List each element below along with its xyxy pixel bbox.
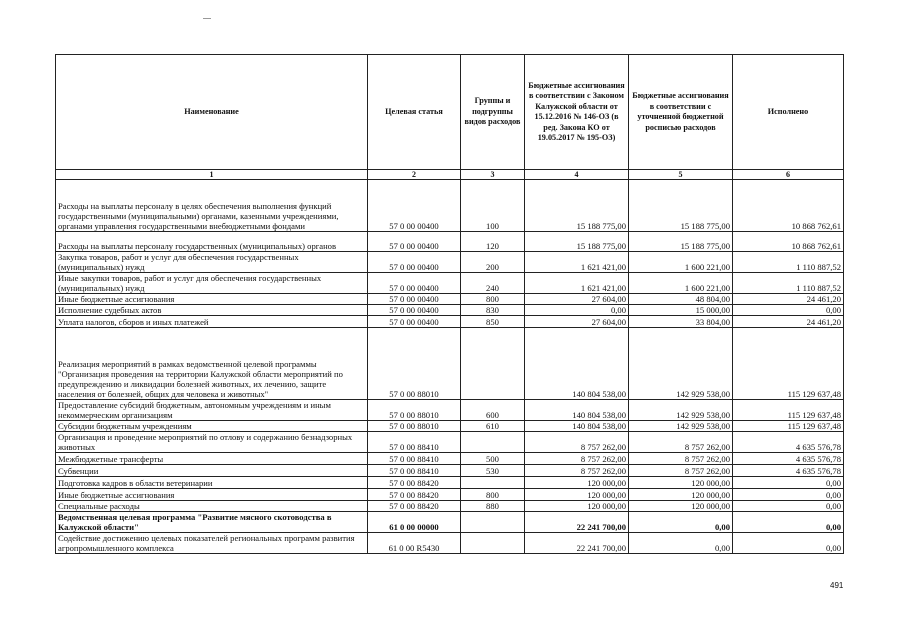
- row-name-cell: Иные бюджетные ассигнования: [56, 294, 368, 305]
- row-refined-amount-cell: 142 929 538,00: [629, 328, 733, 400]
- row-law-amount-cell: 1 621 421,00: [525, 252, 629, 273]
- row-target-article-cell: 57 0 00 00400: [368, 273, 461, 294]
- row-expense-group-cell: 240: [461, 273, 525, 294]
- table-row: [56, 305, 844, 316]
- table-row: [56, 453, 844, 465]
- row-target-article-cell: 57 0 00 00400: [368, 305, 461, 316]
- row-name-cell: Закупка товаров, работ и услуг для обеспечения государственных (муниципальных) нужд: [56, 252, 368, 273]
- row-refined-amount-cell: 142 929 538,00: [629, 400, 733, 421]
- row-executed-amount-cell: 0,00: [733, 305, 844, 316]
- row-expense-group-cell: 600: [461, 400, 525, 421]
- row-target-article-cell: 57 0 00 88010: [368, 400, 461, 421]
- row-executed-amount-cell: 4 635 576,78: [733, 465, 844, 477]
- row-law-amount-cell: 1 621 421,00: [525, 273, 629, 294]
- col-header-executed: Исполнено: [733, 55, 844, 170]
- table-row: [56, 180, 844, 232]
- row-executed-amount-cell: 0,00: [733, 533, 844, 554]
- row-expense-group-cell: [461, 533, 525, 554]
- row-expense-group-cell: 830: [461, 305, 525, 316]
- row-expense-group-cell: [461, 477, 525, 489]
- table-row: [56, 294, 844, 305]
- row-name-cell: Расходы на выплаты персоналу в целях обеспечения выполнения функций государственными (муниципальными) органами, казенными учреждениями, органами управления государственными внебюджетными фондами: [56, 180, 368, 232]
- row-target-article-cell: 57 0 00 00400: [368, 252, 461, 273]
- row-executed-amount-cell: 0,00: [733, 489, 844, 501]
- col-header-expense-groups: Группы и подгруппы видов расходов: [461, 55, 525, 170]
- row-law-amount-cell: 15 188 775,00: [525, 232, 629, 252]
- row-expense-group-cell: 530: [461, 465, 525, 477]
- row-name-cell: Расходы на выплаты персоналу государственных (муниципальных) органов: [56, 232, 368, 252]
- row-law-amount-cell: 120 000,00: [525, 501, 629, 512]
- table-row: [56, 501, 844, 512]
- row-refined-amount-cell: 120 000,00: [629, 501, 733, 512]
- row-executed-amount-cell: 1 110 887,52: [733, 273, 844, 294]
- row-law-amount-cell: 22 241 700,00: [525, 512, 629, 533]
- table-row: [56, 400, 844, 421]
- table-row: [56, 533, 844, 554]
- row-refined-amount-cell: 120 000,00: [629, 489, 733, 501]
- row-law-amount-cell: 120 000,00: [525, 489, 629, 501]
- row-target-article-cell: 57 0 00 88010: [368, 421, 461, 432]
- row-expense-group-cell: [461, 512, 525, 533]
- row-expense-group-cell: 610: [461, 421, 525, 432]
- col-number: 3: [461, 170, 525, 180]
- row-law-amount-cell: 27 604,00: [525, 294, 629, 305]
- row-executed-amount-cell: 115 129 637,48: [733, 328, 844, 400]
- row-refined-amount-cell: 0,00: [629, 533, 733, 554]
- row-name-cell: Межбюджетные трансферты: [56, 453, 368, 465]
- row-target-article-cell: 57 0 00 00400: [368, 180, 461, 232]
- col-number: 2: [368, 170, 461, 180]
- row-name-cell: Предоставление субсидий бюджетным, автономным учреждениям и иным некоммерческим организациям: [56, 400, 368, 421]
- row-expense-group-cell: 800: [461, 294, 525, 305]
- row-law-amount-cell: 22 241 700,00: [525, 533, 629, 554]
- row-expense-group-cell: 800: [461, 489, 525, 501]
- budget-table: [55, 54, 844, 554]
- row-refined-amount-cell: 1 600 221,00: [629, 273, 733, 294]
- table-row: [56, 512, 844, 533]
- row-law-amount-cell: 120 000,00: [525, 477, 629, 489]
- row-target-article-cell: 57 0 00 00400: [368, 232, 461, 252]
- row-executed-amount-cell: 24 461,20: [733, 294, 844, 305]
- row-refined-amount-cell: 15 188 775,00: [629, 232, 733, 252]
- row-law-amount-cell: 0,00: [525, 305, 629, 316]
- row-target-article-cell: 57 0 00 88410: [368, 465, 461, 477]
- row-refined-amount-cell: 33 804,00: [629, 316, 733, 328]
- row-executed-amount-cell: 4 635 576,78: [733, 432, 844, 453]
- column-number-row: [56, 170, 844, 180]
- row-refined-amount-cell: 1 600 221,00: [629, 252, 733, 273]
- table-row: [56, 477, 844, 489]
- row-executed-amount-cell: 1 110 887,52: [733, 252, 844, 273]
- row-name-cell: Иные закупки товаров, работ и услуг для обеспечения государственных (муниципальных) нужд: [56, 273, 368, 294]
- table-row: [56, 316, 844, 328]
- row-target-article-cell: 61 0 00 00000: [368, 512, 461, 533]
- row-executed-amount-cell: 0,00: [733, 512, 844, 533]
- row-refined-amount-cell: 8 757 262,00: [629, 432, 733, 453]
- row-expense-group-cell: 120: [461, 232, 525, 252]
- row-executed-amount-cell: 115 129 637,48: [733, 400, 844, 421]
- row-target-article-cell: 57 0 00 88010: [368, 328, 461, 400]
- row-executed-amount-cell: 10 868 762,61: [733, 180, 844, 232]
- col-header-name: Наименование: [56, 55, 368, 170]
- row-target-article-cell: 57 0 00 88410: [368, 432, 461, 453]
- row-refined-amount-cell: 48 804,00: [629, 294, 733, 305]
- row-refined-amount-cell: 15 188 775,00: [629, 180, 733, 232]
- row-law-amount-cell: 8 757 262,00: [525, 465, 629, 477]
- row-law-amount-cell: 140 804 538,00: [525, 421, 629, 432]
- col-header-law-assignments: Бюджетные ассигнования в соответствии с Законом Калужской области от 15.12.2016 № 146-ОЗ (в ред. Закона КО от 19.05.2017 № 195-ОЗ): [525, 55, 629, 170]
- row-expense-group-cell: 500: [461, 453, 525, 465]
- table-row: [56, 252, 844, 273]
- col-number: 5: [629, 170, 733, 180]
- table-row: [56, 465, 844, 477]
- col-header-refined-assignments: Бюджетные ассигнования в соответствии с уточненной бюджетной росписью расходов: [629, 55, 733, 170]
- row-name-cell: Специальные расходы: [56, 501, 368, 512]
- row-refined-amount-cell: 0,00: [629, 512, 733, 533]
- row-name-cell: Подготовка кадров в области ветеринарии: [56, 477, 368, 489]
- row-name-cell: Субвенции: [56, 465, 368, 477]
- table-body: [56, 180, 844, 554]
- page-number: 491: [830, 581, 844, 590]
- row-refined-amount-cell: 142 929 538,00: [629, 421, 733, 432]
- row-refined-amount-cell: 8 757 262,00: [629, 465, 733, 477]
- row-executed-amount-cell: 0,00: [733, 501, 844, 512]
- row-target-article-cell: 57 0 00 88420: [368, 489, 461, 501]
- table-row: [56, 489, 844, 501]
- row-executed-amount-cell: 115 129 637,48: [733, 421, 844, 432]
- table-row: [56, 273, 844, 294]
- row-target-article-cell: 61 0 00 R5430: [368, 533, 461, 554]
- row-expense-group-cell: [461, 432, 525, 453]
- row-expense-group-cell: 850: [461, 316, 525, 328]
- row-target-article-cell: 57 0 00 88420: [368, 501, 461, 512]
- table-row: [56, 328, 844, 400]
- row-law-amount-cell: 15 188 775,00: [525, 180, 629, 232]
- row-executed-amount-cell: 0,00: [733, 477, 844, 489]
- row-expense-group-cell: 100: [461, 180, 525, 232]
- row-target-article-cell: 57 0 00 88420: [368, 477, 461, 489]
- row-target-article-cell: 57 0 00 88410: [368, 453, 461, 465]
- row-name-cell: Субсидии бюджетным учреждениям: [56, 421, 368, 432]
- row-refined-amount-cell: 15 000,00: [629, 305, 733, 316]
- col-header-target-article: Целевая статья: [368, 55, 461, 170]
- row-expense-group-cell: 200: [461, 252, 525, 273]
- scan-mark: [203, 18, 211, 19]
- row-law-amount-cell: 8 757 262,00: [525, 453, 629, 465]
- document-page: [55, 54, 843, 554]
- col-number: 1: [56, 170, 368, 180]
- row-expense-group-cell: 880: [461, 501, 525, 512]
- row-executed-amount-cell: 24 461,20: [733, 316, 844, 328]
- row-law-amount-cell: 27 604,00: [525, 316, 629, 328]
- row-target-article-cell: 57 0 00 00400: [368, 294, 461, 305]
- row-name-cell: Реализация мероприятий в рамках ведомственной целевой программы "Организация проведения на территории Калужской области мероприятий по предупреждению и ликвидации болезней животных, их лечению, защите населения от болезней, общих для человека и животных": [56, 328, 368, 400]
- row-executed-amount-cell: 4 635 576,78: [733, 453, 844, 465]
- row-name-cell: Содействие достижению целевых показателей региональных программ развития агропромышленного комплекса: [56, 533, 368, 554]
- row-refined-amount-cell: 8 757 262,00: [629, 453, 733, 465]
- row-name-cell: Уплата налогов, сборов и иных платежей: [56, 316, 368, 328]
- row-name-cell: Ведомственная целевая программа "Развитие мясного скотоводства в Калужской области": [56, 512, 368, 533]
- row-expense-group-cell: [461, 328, 525, 400]
- row-executed-amount-cell: 10 868 762,61: [733, 232, 844, 252]
- col-number: 6: [733, 170, 844, 180]
- row-name-cell: Иные бюджетные ассигнования: [56, 489, 368, 501]
- table-row: [56, 432, 844, 453]
- col-number: 4: [525, 170, 629, 180]
- table-row: [56, 232, 844, 252]
- table-row: [56, 421, 844, 432]
- row-law-amount-cell: 140 804 538,00: [525, 328, 629, 400]
- row-name-cell: Организация и проведение мероприятий по отлову и содержанию безнадзорных животных: [56, 432, 368, 453]
- row-refined-amount-cell: 120 000,00: [629, 477, 733, 489]
- row-name-cell: Исполнение судебных актов: [56, 305, 368, 316]
- row-law-amount-cell: 140 804 538,00: [525, 400, 629, 421]
- row-target-article-cell: 57 0 00 00400: [368, 316, 461, 328]
- row-law-amount-cell: 8 757 262,00: [525, 432, 629, 453]
- header-row: [56, 55, 844, 170]
